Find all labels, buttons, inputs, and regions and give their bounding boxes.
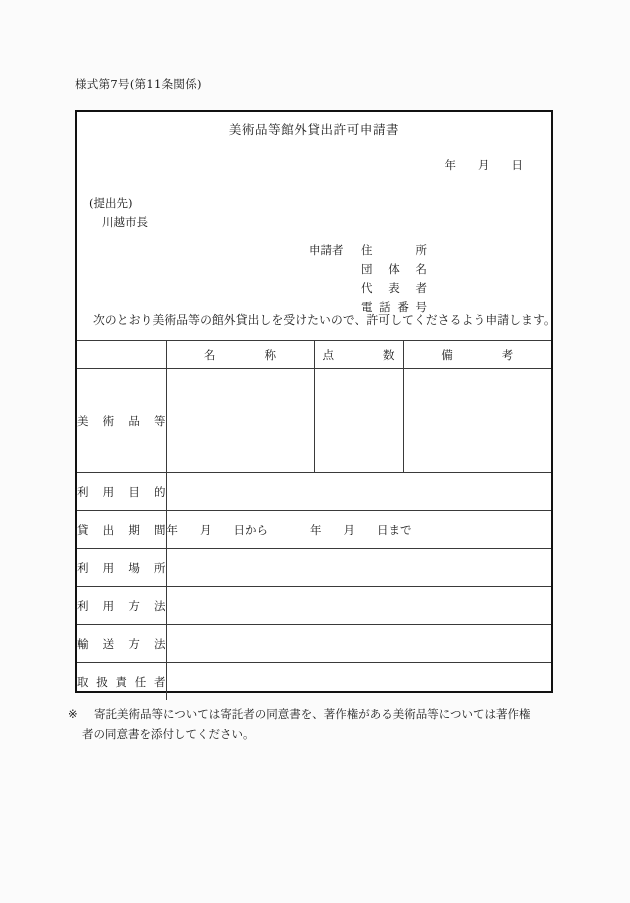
- submit-to-recipient: 川越市長: [102, 215, 148, 229]
- row-label-usage-method-text: 利用方法: [77, 598, 166, 613]
- row-label-person-in-charge: [77, 663, 166, 701]
- period-from-day: 日から: [233, 522, 268, 537]
- header-name-label: 名称: [204, 347, 276, 362]
- application-form-box: [75, 110, 556, 693]
- row-label-location: [77, 549, 166, 587]
- table-row-person-in-charge: [77, 663, 551, 701]
- header-name: [166, 341, 314, 369]
- period-from-year: 年: [166, 522, 178, 537]
- row-label-person-in-charge-text: 取扱責任者: [77, 674, 166, 689]
- row-label-period: [77, 511, 166, 549]
- application-details-table: [77, 340, 551, 700]
- document-title: 美術品等館外貸出許可申請書: [228, 122, 400, 137]
- applicant-row-representative: [309, 279, 427, 298]
- date-line: [445, 157, 524, 173]
- cell-transport-method-value[interactable]: [166, 625, 551, 663]
- submit-to-block: [89, 194, 148, 232]
- applicant-field-representative: 代表者: [361, 281, 427, 295]
- cell-artworks-name[interactable]: [166, 369, 314, 473]
- row-label-location-text: 利用場所: [77, 560, 166, 575]
- row-label-transport-method-text: 輸送方法: [77, 636, 166, 651]
- row-label-transport-method: [77, 625, 166, 663]
- applicant-block: [309, 241, 427, 317]
- date-year: 年: [444, 158, 456, 172]
- applicant-field-address: 住所: [361, 243, 427, 257]
- period-to-day: 日まで: [377, 522, 412, 537]
- cell-usage-method-value[interactable]: [166, 587, 551, 625]
- header-note-label: 備考: [441, 347, 514, 362]
- period-to-year: 年: [310, 522, 322, 537]
- row-label-artworks-text: 美術品等: [77, 413, 166, 428]
- period-to-month: 月: [343, 522, 355, 537]
- submit-to-label: (提出先): [89, 196, 133, 210]
- form-header-area: [77, 112, 556, 340]
- table-row-usage-method: [77, 587, 551, 625]
- table-row-purpose: [77, 473, 551, 511]
- applicant-heading: 申請者: [309, 243, 344, 257]
- table-row-period: [77, 511, 551, 549]
- applicant-row-address: [309, 241, 427, 260]
- row-label-artworks: [77, 369, 166, 473]
- header-quantity: [314, 341, 403, 369]
- applicant-field-organization: 団体名: [361, 262, 427, 276]
- table-row-artworks: [77, 369, 551, 473]
- header-note: [403, 341, 551, 369]
- cell-location-value[interactable]: [166, 549, 551, 587]
- row-label-period-text: 貸出期間: [77, 522, 166, 537]
- row-label-purpose-text: 利用目的: [77, 484, 166, 499]
- date-day: 日: [511, 158, 523, 172]
- footnote: [68, 704, 568, 744]
- table-row-transport-method: [77, 625, 551, 663]
- table-row-location: [77, 549, 551, 587]
- row-label-purpose: [77, 473, 166, 511]
- request-sentence: 次のとおり美術品等の館外貸出しを受けたいので、許可してくださるよう申請します。: [93, 313, 556, 327]
- footnote-mark: ※: [68, 707, 78, 721]
- header-quantity-label: 点数: [322, 347, 395, 362]
- footnote-line-1: 寄託美術品等については寄託者の同意書を、著作権がある美術品等については著作権: [94, 707, 531, 721]
- applicant-row-organization: [309, 260, 427, 279]
- table-header-row: [77, 341, 551, 369]
- form-number: 様式第7号(第11条関係): [75, 77, 202, 91]
- cell-artworks-quantity[interactable]: [314, 369, 403, 473]
- footnote-line-2: 者の同意書を添付してください。: [82, 727, 255, 741]
- applicant-field-phone: 電話番号: [361, 300, 427, 314]
- cell-purpose-value[interactable]: [166, 473, 551, 511]
- cell-period-value[interactable]: [166, 511, 551, 549]
- cell-artworks-note[interactable]: [403, 369, 551, 473]
- period-from-month: 月: [200, 522, 212, 537]
- cell-person-in-charge-value[interactable]: [166, 663, 551, 701]
- header-blank-cell: [77, 341, 166, 369]
- date-month: 月: [478, 158, 490, 172]
- row-label-usage-method: [77, 587, 166, 625]
